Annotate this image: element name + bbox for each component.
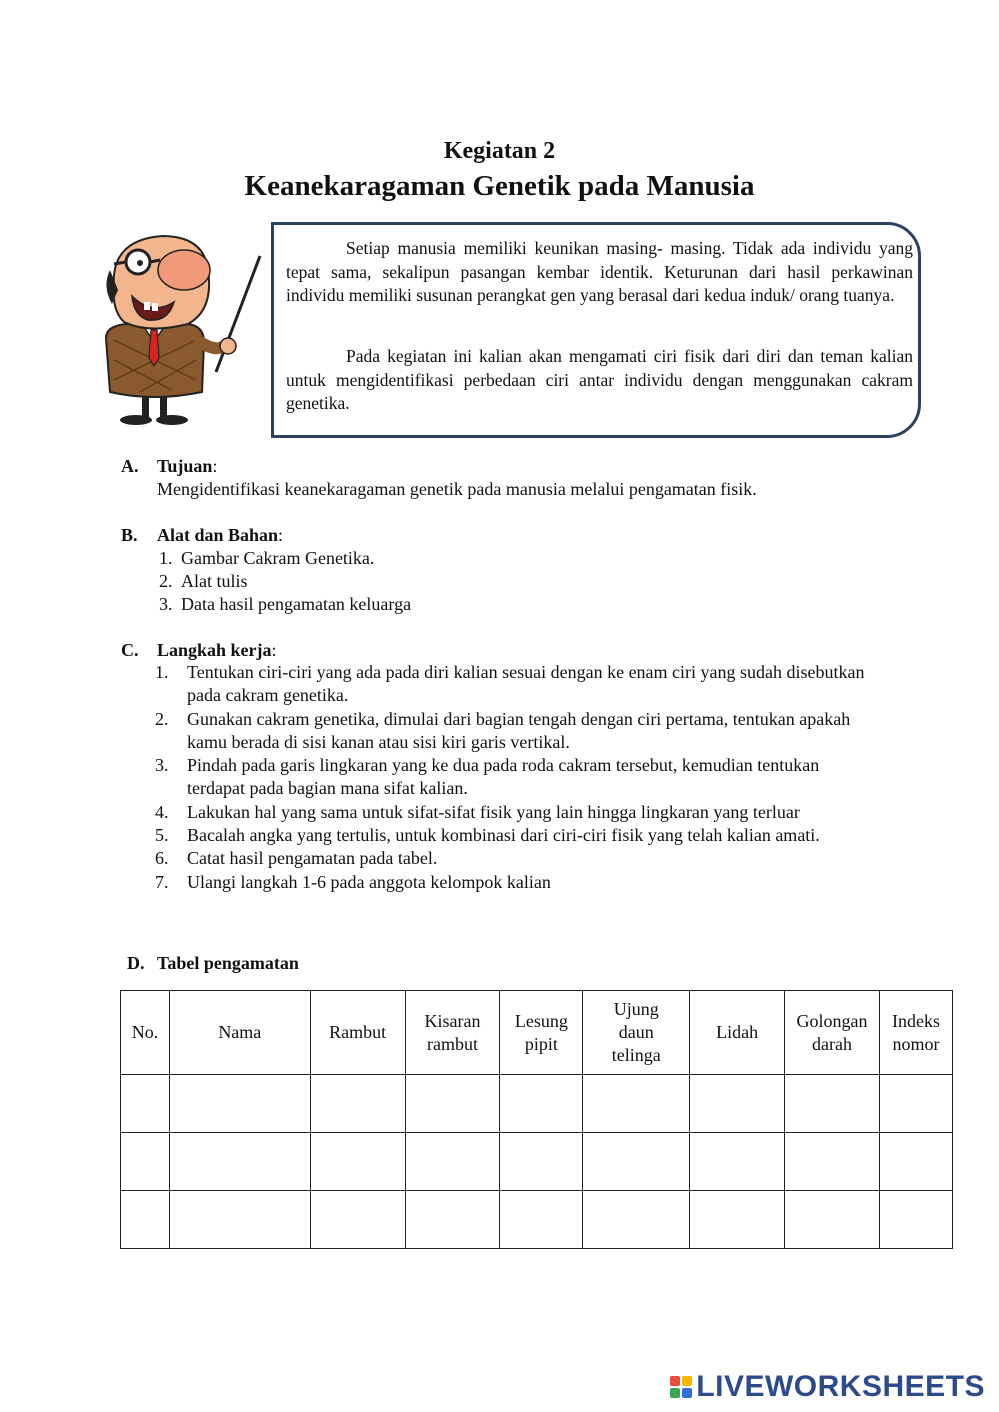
table-cell[interactable] <box>583 1133 690 1191</box>
header-text: Nama <box>218 1022 262 1042</box>
step-number: 4. <box>155 801 169 822</box>
teacher-pointer-illustration <box>92 230 270 430</box>
procedure-step <box>155 661 875 708</box>
section-c-colon: : <box>271 640 277 660</box>
list-item-text: Gambar Cakram Genetika. <box>181 548 375 568</box>
list-item <box>159 594 411 615</box>
step-text: Tentukan ciri-ciri yang ada pada diri kalian sesuai dengan ke enam ciri yang sudah disebutkan pada cakram genetika. <box>187 662 865 706</box>
header-text: Ujung <box>613 999 659 1019</box>
table-header-cell <box>405 991 500 1075</box>
liveworksheets-brand <box>670 1370 985 1404</box>
step-text: Bacalah angka yang tertulis, untuk kombinasi dari ciri-ciri fisik yang telah kalian amati. <box>187 825 820 846</box>
table-header-row <box>121 991 953 1075</box>
step-number: 5. <box>155 825 169 846</box>
activity-number: Kegiatan 2 <box>443 138 556 164</box>
table-header-cell <box>500 991 583 1075</box>
table-cell[interactable] <box>310 1075 405 1133</box>
section-a-text: Mengidentifikasi keanekaragaman genetik pada manusia melalui pengamatan fisik. <box>157 479 757 499</box>
section-a-colon: : <box>212 456 218 476</box>
intro-paragraph-2: Pada kegiatan ini kalian akan mengamati ciri fisik dari diri dan teman kalian untuk mengidentifikasi perbedaan ciri antar individu dengan menggunakan cakram genetika. <box>286 346 913 413</box>
table-cell[interactable] <box>500 1075 583 1133</box>
section-c-letter: C. <box>121 640 139 660</box>
table-header-cell <box>785 991 880 1075</box>
step-text: Ulangi langkah 1-6 pada anggota kelompok kalian <box>187 871 551 892</box>
header-text: Lidah <box>716 1022 759 1042</box>
section-b-colon: : <box>278 525 284 545</box>
list-item-number: 2. <box>159 571 173 591</box>
procedure-step <box>155 708 875 755</box>
header-text: Golongan <box>796 1010 868 1031</box>
table-cell[interactable] <box>785 1191 880 1249</box>
table-cell[interactable] <box>121 1191 170 1249</box>
section-b-title: Alat dan Bahan <box>157 525 279 545</box>
table-cell[interactable] <box>690 1133 785 1191</box>
step-text: Gunakan cakram genetika, dimulai dari bagian tengah dengan ciri pertama, tentukan apakah kamu berada di sisi kanan atau sisi kiri garis vertikal. <box>187 708 851 752</box>
table-header-cell <box>690 991 785 1075</box>
table-header-cell <box>121 991 170 1075</box>
header-text: daun <box>618 1022 654 1042</box>
list-item-number: 1. <box>159 548 173 568</box>
procedure-step <box>155 801 875 824</box>
page-title: Keanekaragaman Genetik pada Manusia <box>244 170 755 202</box>
intro-paragraph-1: Setiap manusia memiliki keunikan masing- masing. Tidak ada individu yang tepat sama, sekalipun pasangan kembar identik. Keturunan dari hasil perkawinan individu memiliki susunan perangkat gen yang berasal dari kedua induk/ orang tuanya. <box>286 238 913 305</box>
procedure-step <box>155 871 875 894</box>
table-cell[interactable] <box>583 1075 690 1133</box>
table-cell[interactable] <box>880 1133 953 1191</box>
header-text: Lesung <box>514 1010 568 1031</box>
list-item-text: Alat tulis <box>181 571 248 591</box>
step-text: Catat hasil pengamatan pada tabel. <box>187 848 438 869</box>
table-cell[interactable] <box>785 1133 880 1191</box>
table-cell[interactable] <box>500 1191 583 1249</box>
table-cell[interactable] <box>169 1075 310 1133</box>
section-c-title: Langkah kerja <box>157 640 272 660</box>
table-header-cell <box>169 991 310 1075</box>
step-number: 6. <box>155 848 169 869</box>
header-text: pipit <box>524 1033 558 1054</box>
table-cell[interactable] <box>121 1075 170 1133</box>
table-row <box>121 1133 953 1191</box>
list-item <box>159 548 374 569</box>
step-text: Lakukan hal yang sama untuk sifat-sifat fisik yang lain hingga lingkaran yang terluar <box>187 801 800 822</box>
section-d-title: Tabel pengamatan <box>157 953 299 973</box>
table-cell[interactable] <box>500 1133 583 1191</box>
table-cell[interactable] <box>880 1191 953 1249</box>
section-d-letter: D. <box>127 953 145 973</box>
section-a-letter: A. <box>121 456 139 476</box>
procedure-step <box>155 847 875 870</box>
table-header-cell <box>310 991 405 1075</box>
header-text: rambut <box>427 1033 478 1054</box>
table-body <box>121 1075 953 1249</box>
liveworksheets-logo-icon <box>670 1376 692 1398</box>
header-text: nomor <box>892 1033 940 1054</box>
table-header-cell <box>880 991 953 1075</box>
table-cell[interactable] <box>169 1133 310 1191</box>
table-row <box>121 1191 953 1249</box>
section-a-title: Tujuan <box>157 456 213 476</box>
liveworksheets-wordmark: LIVEWORKSHEETS <box>696 1370 985 1403</box>
header-text: Indeks <box>892 1010 940 1031</box>
table-cell[interactable] <box>310 1133 405 1191</box>
table-cell[interactable] <box>121 1133 170 1191</box>
step-number: 2. <box>155 708 169 729</box>
header-text: No. <box>131 1022 159 1042</box>
header-text: Kisaran <box>424 1010 481 1031</box>
list-item <box>159 571 248 592</box>
table-cell[interactable] <box>880 1075 953 1133</box>
table-cell[interactable] <box>405 1075 500 1133</box>
list-item-text: Data hasil pengamatan keluarga <box>181 594 412 614</box>
section-b-letter: B. <box>121 525 138 545</box>
step-number: 3. <box>155 755 169 776</box>
procedure-step <box>155 754 875 801</box>
table-cell[interactable] <box>785 1075 880 1133</box>
step-text: Pindah pada garis lingkaran yang ke dua pada roda cakram tersebut, kemudian tentukan terdapat pada bagian mana sifat kalian. <box>187 755 820 799</box>
step-number: 1. <box>155 662 169 682</box>
observation-table <box>120 990 953 1249</box>
list-item-number: 3. <box>159 594 173 614</box>
table-cell[interactable] <box>690 1075 785 1133</box>
header-text: Rambut <box>329 1022 387 1042</box>
table-cell[interactable] <box>169 1191 310 1249</box>
table-cell[interactable] <box>583 1191 690 1249</box>
header-text: darah <box>812 1033 853 1054</box>
procedure-steps-list <box>155 661 875 894</box>
table-cell[interactable] <box>690 1191 785 1249</box>
header-text: telinga <box>611 1045 661 1065</box>
table-header-cell <box>583 991 690 1075</box>
step-number: 7. <box>155 871 169 892</box>
procedure-step <box>155 824 875 847</box>
table-cell[interactable] <box>310 1191 405 1249</box>
table-cell[interactable] <box>405 1133 500 1191</box>
table-row <box>121 1075 953 1133</box>
table-cell[interactable] <box>405 1191 500 1249</box>
